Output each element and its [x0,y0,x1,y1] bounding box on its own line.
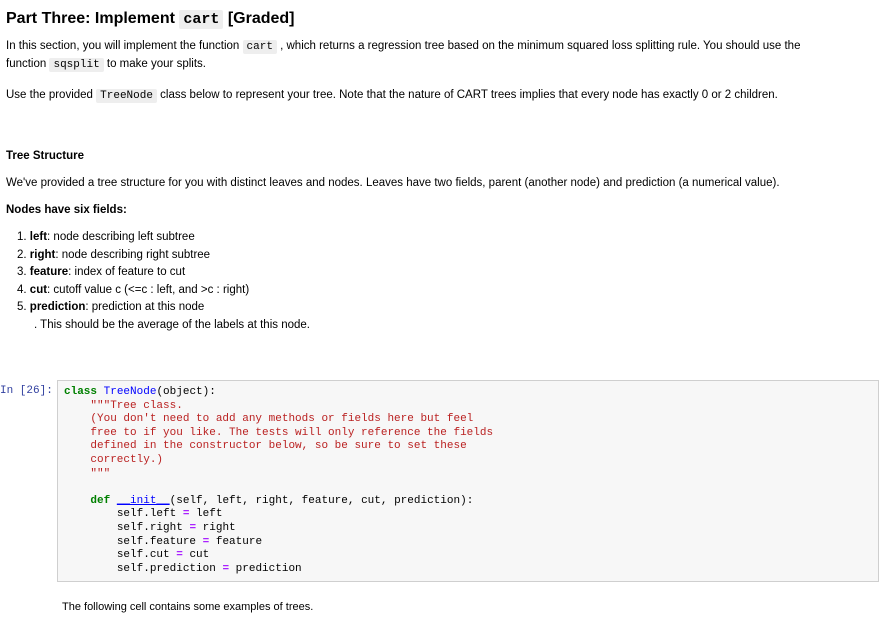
field-name: prediction [29,301,86,313]
field-name: feature [29,266,69,278]
field-desc: : index of feature to cut [68,266,186,278]
following-cell-text: The following cell contains some examples of trees. [62,601,314,613]
keyword: def [90,494,111,507]
field-desc: : node describing right subtree [55,248,211,261]
field-desc: : prediction at this node [85,301,205,313]
field-desc: : cutoff value c (<=c : left, and >c : right) [47,283,250,296]
docstring: """ [90,467,111,480]
inline-code-cart: cart [243,40,277,54]
list-item [17,282,872,300]
code-text: right [196,521,236,534]
list-num: 2. [17,248,27,261]
operator: = [222,562,230,575]
field-name: left [29,231,48,243]
intro-text: Use the provided [6,89,97,101]
inline-code-treenode: TreeNode [96,89,157,103]
field-name: right [29,248,56,261]
keyword: class [64,386,98,398]
list-item [17,247,872,265]
code-text: prediction [229,562,302,575]
intro-text: to make your splits. [103,58,206,70]
intro-text: function [6,58,50,70]
field-name: cut [29,283,48,296]
intro-text: In this section, you will implement the function [6,40,243,52]
list-item [17,264,872,282]
intro-text: , which returns a regression tree based on the minimum squared loss splitting rule. You should use the [276,40,801,52]
code-text: self.right [116,521,190,534]
class-name: TreeNode [103,386,157,398]
list-num: 4. [17,283,27,296]
code-text: self.left [116,508,183,521]
code-text: (object): [156,386,216,398]
list-num: 1. [17,231,27,243]
intro-paragraph-2 [6,87,872,105]
intro-paragraph-1 [6,38,872,74]
list-num: 3. [17,266,27,278]
code-text: left [189,508,223,521]
list-item [17,229,872,247]
operator: = [189,521,197,534]
docstring: defined in the constructor below, so be sure to set these [90,440,467,453]
field-desc: : node describing left subtree [47,231,195,243]
tree-structure-title: Tree Structure [6,150,84,162]
code-text: cut [182,549,210,562]
code-text: feature [209,535,263,548]
inline-code-sqsplit: sqsplit [49,58,103,72]
docstring: (You don't need to add any methods or fields here but feel [90,413,474,426]
intro-text: class below to represent your tree. Note that the nature of CART trees implies that every node has exactly 0 or 2 children. [156,89,778,101]
code-text: self.cut [116,549,177,562]
operator: = [176,549,183,562]
code-cell[interactable] [57,380,879,582]
markdown-cell-tree-structure [6,148,872,334]
nodes-title: Nodes have six fields: [6,204,127,216]
markdown-cell-heading [6,9,872,30]
fields-list [6,229,872,317]
heading-prefix: Part Three: Implement [6,10,180,27]
operator: = [202,535,210,548]
list-num: 5. [17,301,27,313]
code-editor[interactable] [58,381,878,581]
tree-structure-description: We've provided a tree structure for you with distinct leaves and nodes. Leaves have two fields, parent (another node) and prediction (a numerical value). [6,177,780,189]
docstring: correctly.) [90,453,164,466]
cell-prompt: In [26]: [0,385,53,397]
code-text: (self, left, right, feature, cut, prediction): [169,494,474,507]
list-note: . This should be the average of the labels at this node. [34,318,310,331]
code-text: self.prediction [116,562,223,575]
function-name: __init__ [116,494,170,507]
docstring: free to if you like. The tests will only reference the fields [90,426,494,439]
docstring: """Tree class. [90,399,183,412]
markdown-cell-intro [6,38,872,105]
heading-code: cart [179,10,223,29]
heading-suffix: [Graded] [223,10,295,27]
section-heading [6,9,872,30]
operator: = [182,508,190,521]
list-item [17,299,872,317]
code-text: self.feature [116,535,203,548]
